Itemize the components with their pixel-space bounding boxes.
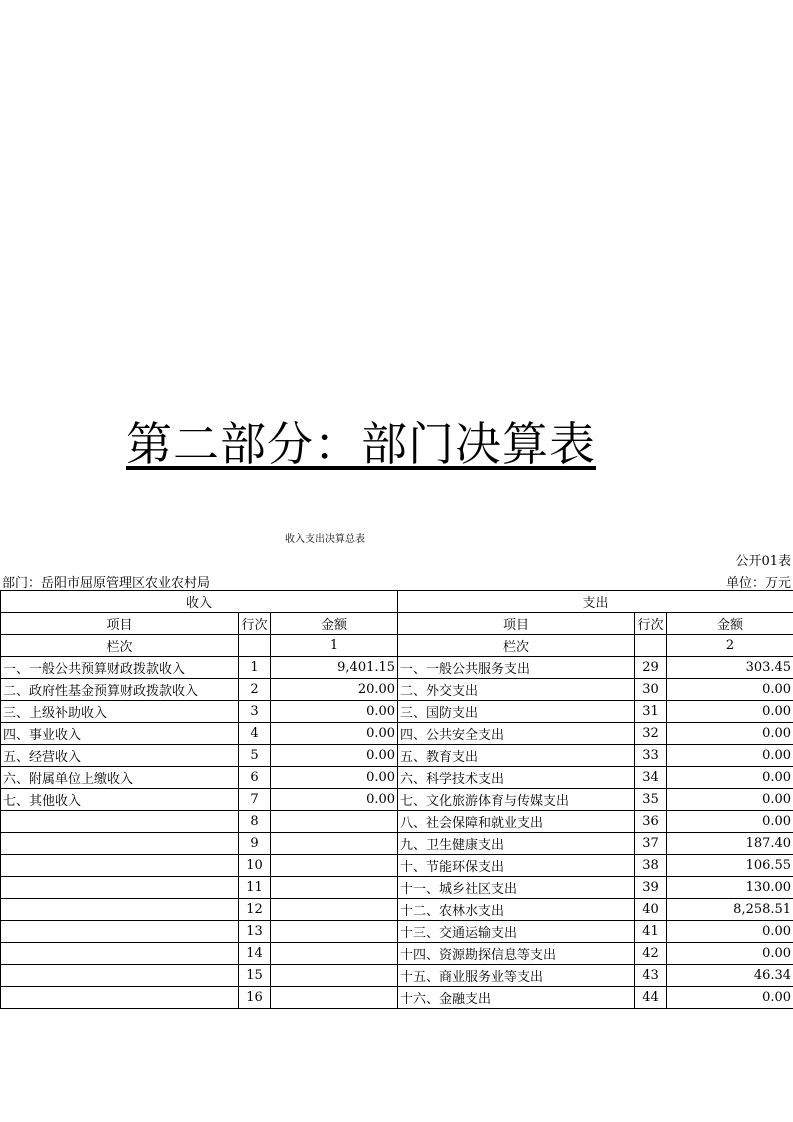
expense-item-cell: 七、文化旅游体育与传媒支出 <box>398 789 635 811</box>
expense-index-label: 栏次 <box>398 635 635 657</box>
table-row <box>1 965 793 987</box>
income-amount-cell <box>271 833 398 855</box>
income-amount-cell <box>271 965 398 987</box>
expense-amount-cell: 130.00 <box>667 877 793 899</box>
expense-line-cell: 34 <box>635 767 667 789</box>
expense-item-cell: 十、节能环保支出 <box>398 855 635 877</box>
table-header-row <box>1 591 793 613</box>
expense-item-cell: 十三、交通运输支出 <box>398 921 635 943</box>
expense-amount-cell: 0.00 <box>667 767 793 789</box>
table-row <box>1 987 793 1009</box>
table-row <box>1 811 793 833</box>
expense-item-cell: 十六、金融支出 <box>398 987 635 1009</box>
expense-line-cell: 29 <box>635 657 667 679</box>
expense-amount-cell: 46.34 <box>667 965 793 987</box>
expense-line-cell: 39 <box>635 877 667 899</box>
income-line-cell: 2 <box>239 679 271 701</box>
expense-amount-cell: 0.00 <box>667 811 793 833</box>
expense-line-cell: 36 <box>635 811 667 833</box>
income-item-cell <box>1 921 239 943</box>
expense-amount-cell: 106.55 <box>667 855 793 877</box>
expense-amount-cell: 0.00 <box>667 679 793 701</box>
page-title: 第二部分：部门决算表 <box>126 417 596 471</box>
expense-item-cell: 五、教育支出 <box>398 745 635 767</box>
income-line-cell: 9 <box>239 833 271 855</box>
expense-amount-cell: 0.00 <box>667 745 793 767</box>
income-item-cell: 一、一般公共预算财政拨款收入 <box>1 657 239 679</box>
income-item-cell: 六、附属单位上缴收入 <box>1 767 239 789</box>
expense-col-no: 2 <box>667 635 793 657</box>
income-header: 收入 <box>1 591 398 613</box>
income-line-cell: 10 <box>239 855 271 877</box>
expense-item-cell: 十四、资源勘探信息等支出 <box>398 943 635 965</box>
empty-cell <box>635 635 667 657</box>
expense-amount-cell: 0.00 <box>667 987 793 1009</box>
expense-line-header: 行次 <box>635 613 667 635</box>
income-amount-cell: 0.00 <box>271 767 398 789</box>
income-expense-table <box>0 590 793 1009</box>
table-row <box>1 899 793 921</box>
income-item-cell <box>1 855 239 877</box>
table-row <box>1 745 793 767</box>
expense-line-cell: 32 <box>635 723 667 745</box>
income-line-cell: 15 <box>239 965 271 987</box>
expense-line-cell: 35 <box>635 789 667 811</box>
empty-cell <box>239 635 271 657</box>
income-item-cell <box>1 899 239 921</box>
expense-header: 支出 <box>398 591 793 613</box>
table-row <box>1 877 793 899</box>
income-col-no: 1 <box>271 635 398 657</box>
income-amount-cell <box>271 855 398 877</box>
expense-amount-cell: 8,258.51 <box>667 899 793 921</box>
expense-item-cell: 三、国防支出 <box>398 701 635 723</box>
expense-amount-cell: 0.00 <box>667 723 793 745</box>
expense-item-cell: 十一、城乡社区支出 <box>398 877 635 899</box>
column-index-row <box>1 635 793 657</box>
expense-item-cell: 十二、农林水支出 <box>398 899 635 921</box>
expense-line-cell: 40 <box>635 899 667 921</box>
income-line-cell: 8 <box>239 811 271 833</box>
expense-item-cell: 六、科学技术支出 <box>398 767 635 789</box>
income-line-cell: 3 <box>239 701 271 723</box>
expense-item-cell: 一、一般公共服务支出 <box>398 657 635 679</box>
income-item-cell <box>1 987 239 1009</box>
income-item-cell <box>1 965 239 987</box>
income-line-cell: 11 <box>239 877 271 899</box>
income-item-cell <box>1 811 239 833</box>
unit-label: 单位：万元 <box>725 576 791 591</box>
expense-amount-cell: 0.00 <box>667 789 793 811</box>
expense-line-cell: 42 <box>635 943 667 965</box>
income-amount-cell <box>271 877 398 899</box>
income-line-cell: 6 <box>239 767 271 789</box>
table-row <box>1 723 793 745</box>
table-row <box>1 679 793 701</box>
expense-line-cell: 31 <box>635 701 667 723</box>
income-item-cell <box>1 943 239 965</box>
expense-amount-cell: 0.00 <box>667 943 793 965</box>
income-item-header: 项目 <box>1 613 239 635</box>
expense-amount-cell: 0.00 <box>667 921 793 943</box>
income-amount-header: 金额 <box>271 613 398 635</box>
income-amount-cell: 0.00 <box>271 789 398 811</box>
income-line-cell: 13 <box>239 921 271 943</box>
income-line-header: 行次 <box>239 613 271 635</box>
income-amount-cell <box>271 921 398 943</box>
expense-line-cell: 38 <box>635 855 667 877</box>
expense-line-cell: 41 <box>635 921 667 943</box>
expense-item-cell: 十五、商业服务业等支出 <box>398 965 635 987</box>
expense-item-cell: 四、公共安全支出 <box>398 723 635 745</box>
income-line-cell: 16 <box>239 987 271 1009</box>
income-amount-cell: 0.00 <box>271 701 398 723</box>
income-line-cell: 14 <box>239 943 271 965</box>
column-header-row <box>1 613 793 635</box>
income-amount-cell: 9,401.15 <box>271 657 398 679</box>
expense-line-cell: 44 <box>635 987 667 1009</box>
expense-item-cell: 八、社会保障和就业支出 <box>398 811 635 833</box>
expense-item-cell: 二、外交支出 <box>398 679 635 701</box>
table-title: 收入支出决算总表 <box>285 534 365 545</box>
expense-line-cell: 43 <box>635 965 667 987</box>
table-row <box>1 767 793 789</box>
income-line-cell: 7 <box>239 789 271 811</box>
expense-amount-cell: 0.00 <box>667 701 793 723</box>
income-item-cell: 三、上级补助收入 <box>1 701 239 723</box>
expense-amount-cell: 303.45 <box>667 657 793 679</box>
income-amount-cell <box>271 811 398 833</box>
income-line-cell: 1 <box>239 657 271 679</box>
expense-amount-cell: 187.40 <box>667 833 793 855</box>
income-amount-cell <box>271 987 398 1009</box>
income-amount-cell <box>271 899 398 921</box>
expense-line-cell: 33 <box>635 745 667 767</box>
income-item-cell: 四、事业收入 <box>1 723 239 745</box>
table-row <box>1 657 793 679</box>
expense-item-cell: 九、卫生健康支出 <box>398 833 635 855</box>
income-item-cell: 七、其他收入 <box>1 789 239 811</box>
expense-line-cell: 30 <box>635 679 667 701</box>
income-item-cell <box>1 833 239 855</box>
income-line-cell: 12 <box>239 899 271 921</box>
income-amount-cell <box>271 943 398 965</box>
income-amount-cell: 0.00 <box>271 723 398 745</box>
expense-amount-header: 金额 <box>667 613 793 635</box>
income-line-cell: 5 <box>239 745 271 767</box>
department-label: 部门：岳阳市屈原管理区农业农村局 <box>2 576 211 591</box>
expense-line-cell: 37 <box>635 833 667 855</box>
table-row <box>1 855 793 877</box>
table-row <box>1 789 793 811</box>
income-item-cell: 五、经营收入 <box>1 745 239 767</box>
table-row <box>1 833 793 855</box>
expense-item-header: 项目 <box>398 613 635 635</box>
income-item-cell <box>1 877 239 899</box>
income-amount-cell: 20.00 <box>271 679 398 701</box>
income-index-label: 栏次 <box>1 635 239 657</box>
form-code: 公开01表 <box>735 554 791 569</box>
income-amount-cell: 0.00 <box>271 745 398 767</box>
table-row <box>1 943 793 965</box>
income-line-cell: 4 <box>239 723 271 745</box>
table-row <box>1 921 793 943</box>
income-item-cell: 二、政府性基金预算财政拨款收入 <box>1 679 239 701</box>
table-row <box>1 701 793 723</box>
